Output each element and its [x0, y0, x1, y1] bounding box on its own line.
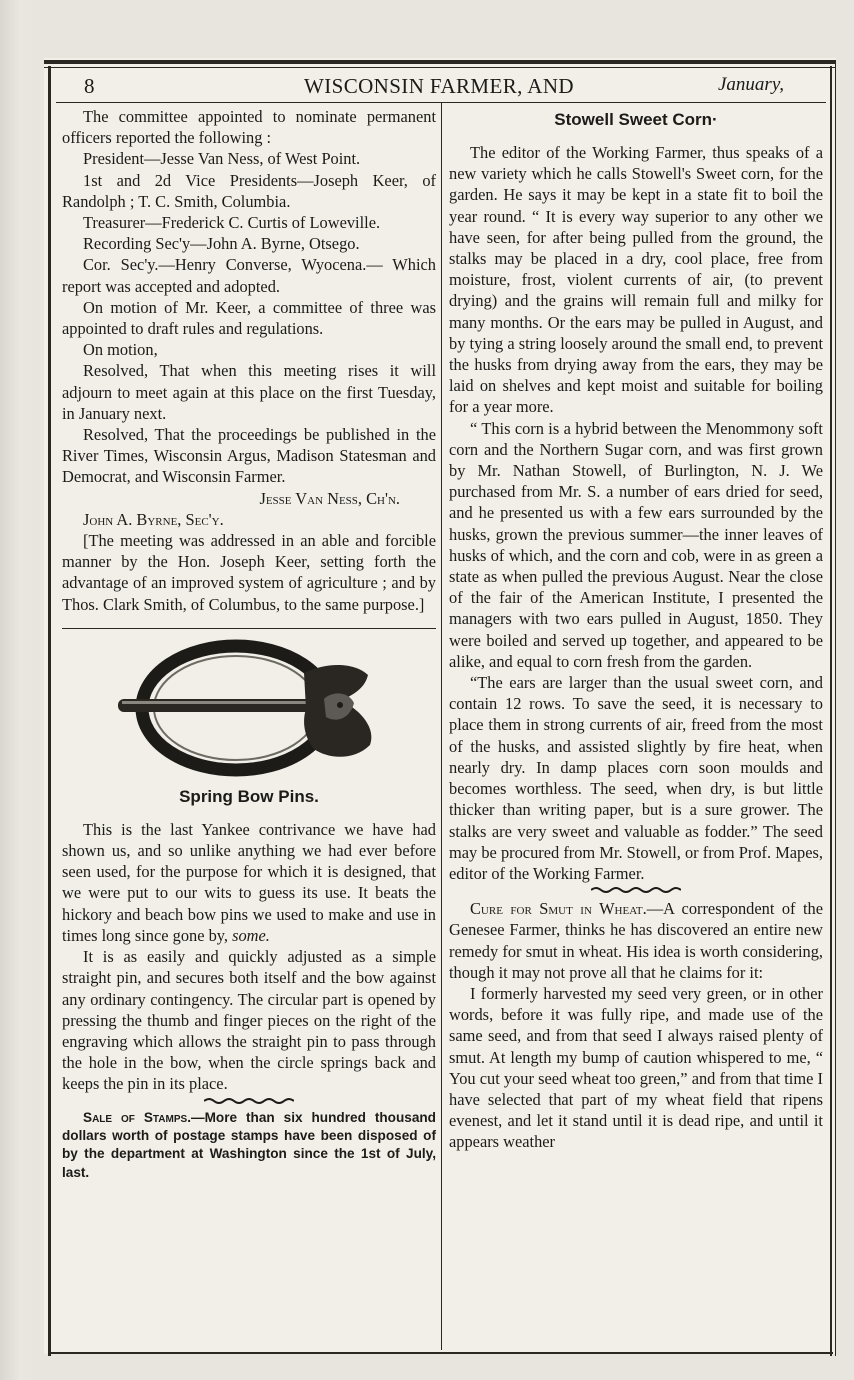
chairman-signature: Jesse Van Ness, Ch'n. [259, 488, 400, 508]
stowell-paragraph-2: “ This corn is a hybrid between the Menommony soft corn and the Northern Sugar corn, and was first grown by Mr. Nathan Stowell, of Burlington, N. J. We purchased from Mr. S. a number of ears dried for seed, and he presented us with a few ears surrounded by the husks, grown the previous summer—the inner leaves of husks of which, and the corn and cob, were in as green a state as when pulled the previous August. Near the close of the fair of the American Institute, I presented the managers with two ears pulled in August, 1850. They were boiled and served up together, and appeared to be alike, and equal to corn fresh from the garden. [449, 418, 823, 671]
column-divider [441, 102, 442, 1350]
resolution-adjourn: Resolved, That when this meeting rises it will adjourn to meet again at this place on the first Tuesday, in January next. [62, 361, 436, 423]
frame-outer-right-rule [835, 60, 836, 1356]
rules-committee-paragraph: On motion of Mr. Keer, a committee of three was appointed to draft rules and regulations. [62, 297, 436, 339]
page-number: 8 [84, 74, 95, 98]
ornamental-divider [591, 886, 681, 894]
sale-of-stamps-lead: Sale of Stamps. [83, 1109, 191, 1125]
top-thin-rule [44, 67, 836, 68]
spring-bow-pin-engraving [118, 633, 378, 783]
top-thick-rule [44, 60, 836, 64]
left-column [62, 106, 436, 1182]
masthead-title: WISCONSIN FARMER, AND [304, 74, 574, 98]
stowell-corn-title: Stowell Sweet Corn· [554, 110, 718, 129]
corresponding-secretary-line: Cor. Sec'y.—Henry Converse, Wyocena.— Which report was accepted and adopted. [62, 255, 436, 296]
resolution-publish: Resolved, That the proceedings be published in the River Times, Wisconsin Argus, Madison Statesman and Democrat, and Wisconsin Farmer. [62, 425, 436, 487]
right-column [449, 106, 823, 1153]
president-line: President—Jesse Van Ness, of West Point. [83, 149, 361, 169]
smut-letter-paragraph: I formerly harvested my seed very green, or in other words, before it was fully ripe, and made use of the same seed, and from that seed I always raised plenty of smut. At length my bump of caution whispered to me, “ You cut your seed wheat too green,” and from that time I have selected that part of my wheat field that ripens evenest, and let it stand until it is dead ripe, and until it appears weather [449, 983, 823, 1152]
committee-paragraph: The committee appointed to nominate permanent officers reported the following : [62, 107, 436, 148]
on-motion-line: On motion, [83, 340, 158, 360]
spring-bow-text: This is the last Yankee contrivance we have had shown us, and so unlike anything we had ever before seen used, for the purpose for which it is designed, that we were put to our wits to guess its use. It beats the hickory and beach bow pins we used to make and use in times long since gone by, [62, 819, 436, 945]
spring-bow-paragraph-1 [62, 819, 436, 946]
stowell-paragraph-1: The editor of the Working Farmer, thus speaks of a new variety which he calls Stowell's Sweet corn, for the garden. He says it may be kept in a state fit to boil the year round. “ It is every way superior to any other we have seen, for after being pulled from the ground, the stalks may be placed in a dry, cool place, free from moisture, frost, violent currents of air, (to prevent drying) and the grains will remain full and milky for many months. Or the ears may be pulled in August, and by tying a string loosely around the small end, to prevent the husks from drying away from the ears, they may be laid on shelves and kept moist and suitable for boiling for a year more. [449, 143, 823, 417]
smut-paragraph [449, 898, 823, 983]
spring-bow-paragraph-2: It is as easily and quickly adjusted as a simple straight pin, and secures both itself and the bow against any ordinary contingency. The circular part is opened by pressing the thumb and finger pieces on the right of the engraving which allows the straight pin to pass through the hole in the bow, when the circle springs back and keeps the pin in its place. [62, 947, 436, 1094]
sale-of-stamps-paragraph [62, 1109, 436, 1183]
book-gutter [0, 0, 34, 1380]
spring-bow-pins-title: Spring Bow Pins. [179, 786, 319, 806]
frame-right-rule [830, 66, 832, 1356]
secretary-signature: John A. Byrne, Sec'y. [83, 509, 224, 529]
smut-lead: Cure for Smut in Wheat. [470, 899, 647, 919]
smut-body: —A correspondent of the Genesee Farmer, thinks he has discovered an entire new remedy for smut in wheat. His idea is worth considering, though it may not prove all that he claims for it: [449, 899, 823, 982]
treasurer-line: Treasurer—Frederick C. Curtis of Loweville. [83, 213, 381, 233]
ornamental-divider [204, 1097, 294, 1105]
vice-presidents-line: 1st and 2d Vice Presidents—Joseph Keer, of Randolph ; T. C. Smith, Columbia. [62, 170, 436, 211]
frame-left-rule [48, 66, 51, 1356]
bracketed-note: [The meeting was addressed in an able and forcible manner by the Hon. Joseph Keer, setting forth the advantage of an improved system of agriculture ; and by Thos. Clark Smith, of Columbus, to the same purpose.] [62, 531, 436, 614]
stowell-paragraph-3: “The ears are larger than the usual sweet corn, and contain 12 rows. To save the seed, it is necessary to place them in strong currents of air, freed from the most of the husks, and assisted slightly by fire heat, when nearly dry. In damp places corn soon moulds and becomes worthless. The seed, when dry, is but little thicker than writing paper, but is a sure grower. The stalks are very sweet and valuable as fodder.” The seed may be procured from Mr. Stowell, or from Prof. Mapes, editor of the Working Farmer. [449, 673, 823, 883]
spring-bow-emphasis: some. [232, 925, 270, 945]
sale-of-stamps-body: —More than six hundred thousand dollars worth of postage stamps have been disposed of by the department at Washington since the 1st of July, last. [62, 1109, 436, 1180]
recording-secretary-line: Recording Sec'y—John A. Byrne, Otsego. [83, 234, 360, 254]
section-rule [62, 628, 436, 629]
frame-bottom-rule [48, 1352, 833, 1354]
masthead-month: January, [718, 74, 784, 95]
